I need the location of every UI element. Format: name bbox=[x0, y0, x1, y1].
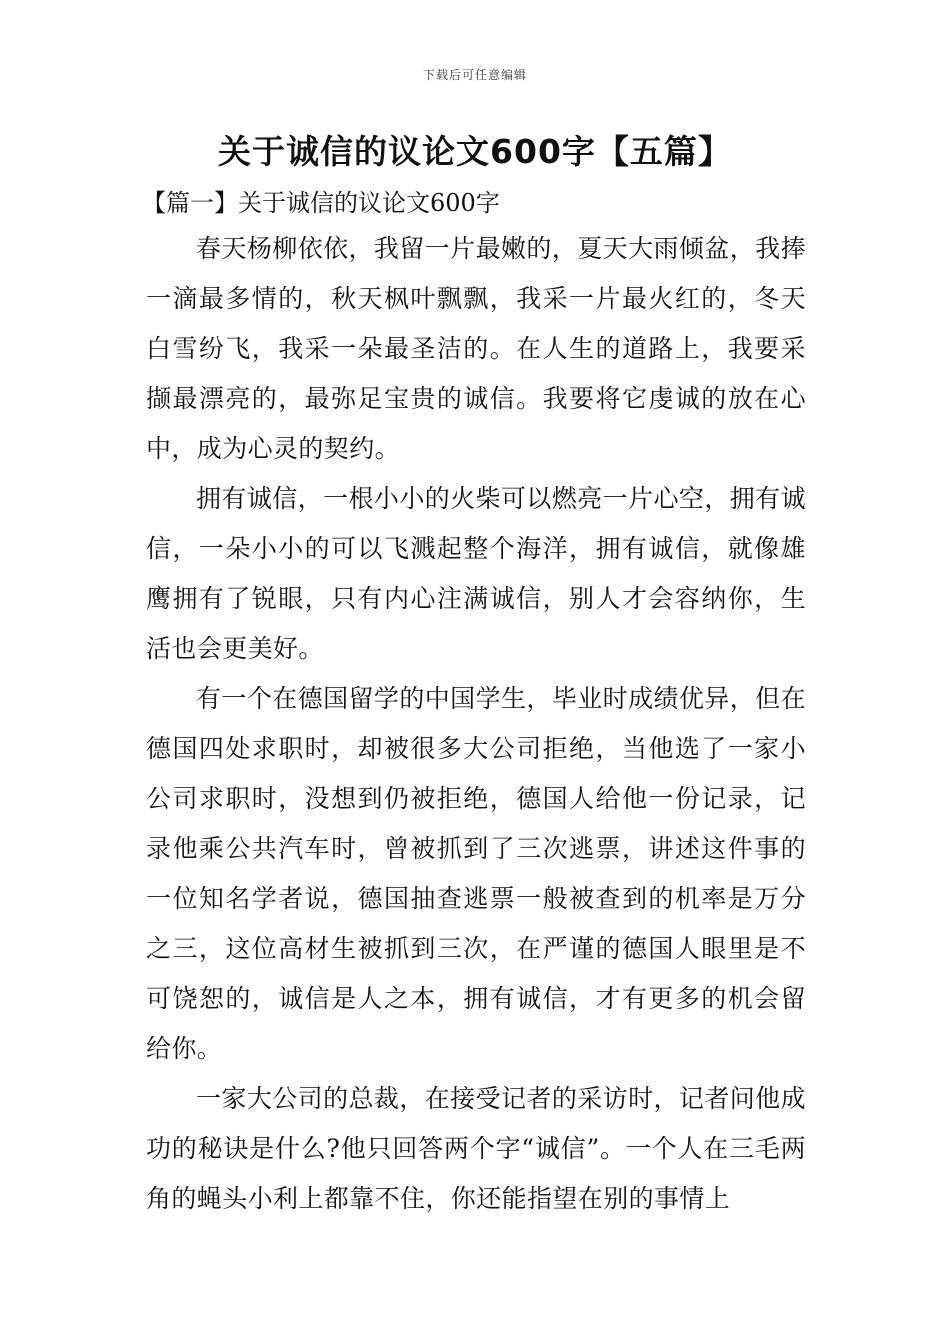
header-note: 下载后可任意编辑 bbox=[422, 68, 527, 82]
section-heading: 【篇一】关于诚信的议论文600字 bbox=[142, 189, 500, 217]
document-body bbox=[146, 224, 806, 1224]
paragraph-4: 一家大公司的总裁，在接受记者的采访时，记者问他成功的秘诀是什么?他只回答两个字“诚信”。一个人在三毛两角的蝇头小利上都靠不住，你还能指望在别的事情上 bbox=[146, 1084, 806, 1213]
document-title: 关于诚信的议论文600字【五篇】 bbox=[218, 132, 732, 171]
paragraph-1: 春天杨柳依依，我留一片最嫩的，夏天大雨倾盆，我捧一滴最多情的，秋天枫叶飘飘，我采一片最火红的，冬天白雪纷飞，我采一朵最圣洁的。在人生的道路上，我要采撷最漂亮的，最弥足宝贵的诚信。我要将它虔诚的放在心中，成为心灵的契约。 bbox=[146, 234, 806, 463]
paragraph-2: 拥有诚信，一根小小的火柴可以燃亮一片心空，拥有诚信，一朵小小的可以飞溅起整个海洋，拥有诚信，就像雄鹰拥有了锐眼，只有内心注满诚信，别人才会容纳你，生活也会更美好。 bbox=[146, 484, 806, 663]
paragraph-3: 有一个在德国留学的中国学生，毕业时成绩优异，但在德国四处求职时，却被很多大公司拒绝，当他选了一家小公司求职时，没想到仍被拒绝，德国人给他一份记录，记录他乘公共汽车时，曾被抓到了三次逃票，讲述这件事的一位知名学者说，德国抽查逃票一般被查到的机率是万分之三，这位高材生被抓到三次，在严谨的德国人眼里是不可饶恕的，诚信是人之本，拥有诚信，才有更多的机会留给你。 bbox=[146, 684, 806, 1063]
